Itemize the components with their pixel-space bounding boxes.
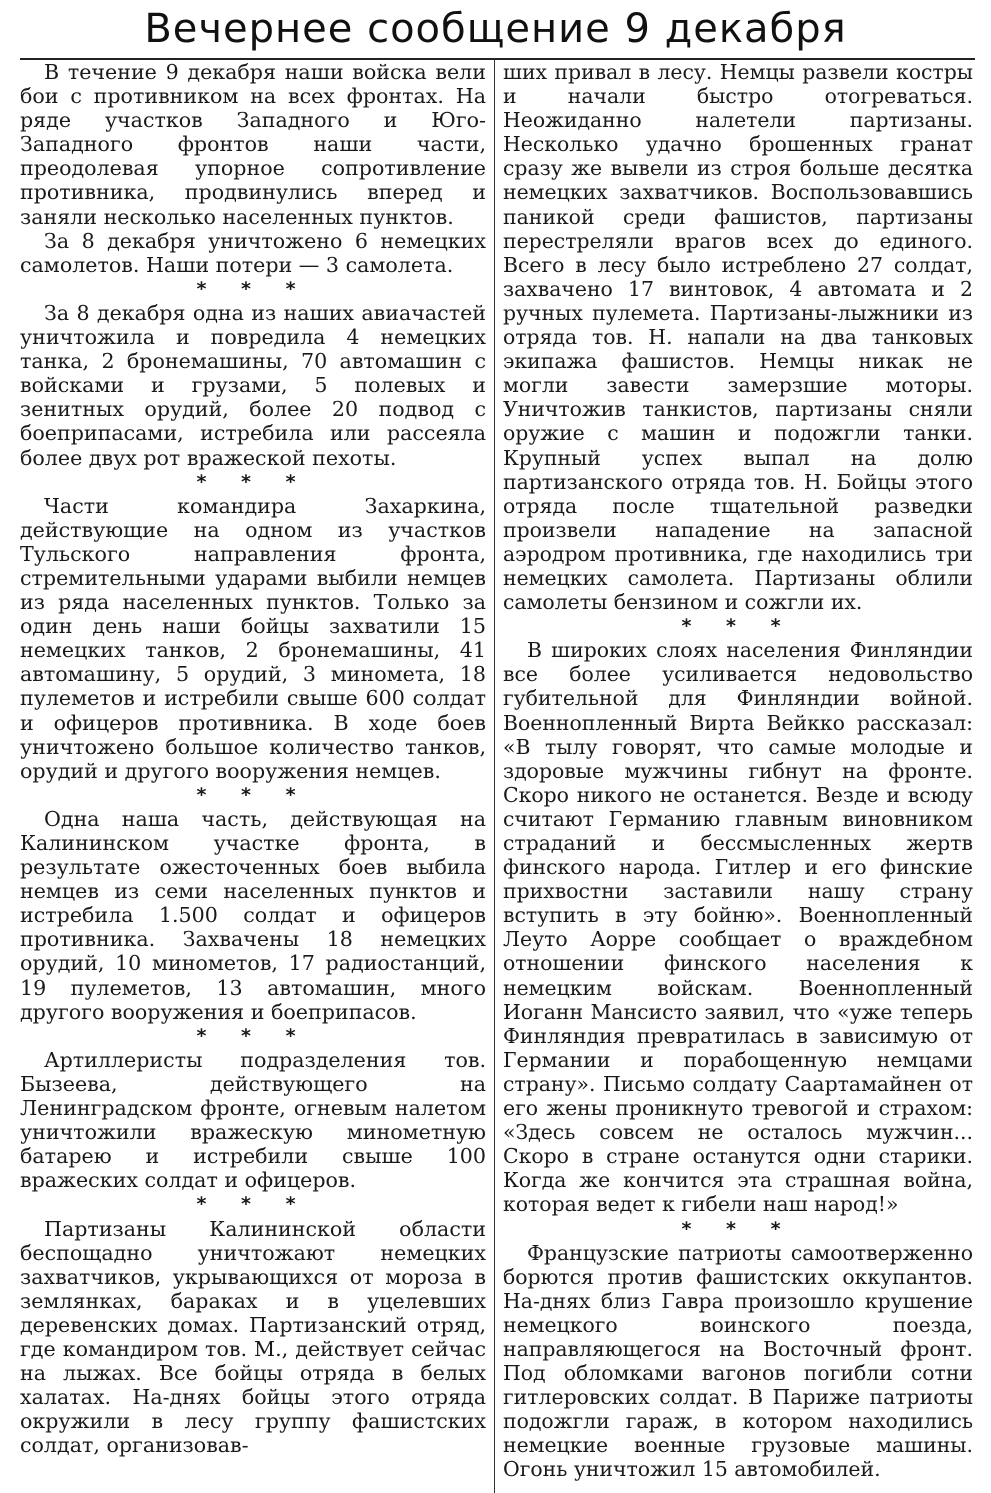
paragraph-zakharkin: Части командира Захаркина, действующие на одном из участков Тульского направления фронта, стремительными ударами выбили немцев из ряда населенных пунктов. Только за один день наши бойцы захватили 15 немецких танков, 2 бронемашины, 41 автомашину, 5 орудий, 3 миномета, 18 пулеметов и истребили свыше 600 солдат и офицеров противника. В ходе боев уничтожено большое количество танков, орудий и другого вооружения немцев. xyxy=(20,493,486,783)
paragraph-partisans: Партизаны Калининской области беспощадно уничтожают немецких захватчиков, укрывающихся от мороза в землянках, бараках и в уцелевших деревенских домах. Партизанский отряд, где командиром тов. М., действует сейчас на лыжах. Все бойцы отряда в белых халатах. На-днях бойцы этого отряда окружили в лесу группу фашистских солдат, организовав- xyxy=(20,1216,486,1458)
paragraph-aircraft-losses: За 8 декабря уничтожено 6 немецких самолетов. Наши потери — 3 самолета. xyxy=(20,228,486,277)
headline: Вечернее сообщение 9 декабря xyxy=(144,6,847,52)
separator-stars: * * * xyxy=(681,615,795,638)
separator-stars: * * * xyxy=(196,1193,310,1216)
left-column xyxy=(20,60,486,1457)
separator-stars: * * * xyxy=(681,1217,795,1240)
right-column xyxy=(503,60,973,1482)
column-divider xyxy=(494,58,495,1493)
paragraph-partisans-continued: ших привал в лесу. Немцы развели костры и начали быстро отогреваться. Неожиданно налетели партизаны. Несколько удачно брошенных гранат сразу же вывели из строя больше десятка немецких захватчиков. Воспользовавшись паникой среди фашистов, партизаны перестреляли врагов всех до единого. Всего в лесу было истреблено 27 солдат, захвачено 17 винтовок, 4 автомата и 2 ручных пулемета. Партизаны-лыжники из отряда тов. Н. напали на два танковых экипажа фашистов. Немцы никак не могли завести замерзшие моторы. Уничтожив танкистов, партизаны сняли оружие с машин и подожгли танки. Крупный успех выпал на долю партизанского отряда тов. Н. Бойцы этого отряда после тщательной разведки произвели нападение на запасной аэродром противника, где находились три немецких самолета. Партизаны облили самолеты бензином и сожгли их. xyxy=(503,60,973,615)
separator-stars: * * * xyxy=(196,783,310,806)
paragraph-artillery: Артиллеристы подразделения тов. Бызеева, действующего на Ленинградском фронте, огневым налетом уничтожили вражескую минометную батарею и истребили свыше 100 вражеских солдат и офицеров. xyxy=(20,1047,486,1193)
separator-stars: * * * xyxy=(196,470,310,493)
paragraph-kalinin-unit: Одна наша часть, действующая на Калининском участке фронта, в результате ожесточенных боев выбила немцев из семи населенных пунктов и истребила 1.500 солдат и офицеров противника. Захвачены 18 немецких орудий, 10 минометов, 17 радиостанций, 19 пулеметов, 13 автомашин, много другого вооружения и боеприпасов. xyxy=(20,806,486,1024)
paragraph-finland: В широких слоях населения Финляндии все более усиливается недовольство губительной для Финляндии войной. Военнопленный Вирта Вейкко рассказал: «В тылу говорят, что самые молодые и здоровые мужчины гибнут на фронте. Скоро никого не останется. Везде и всюду считают Германию главным виновником страданий и бессмысленных жертв финского народа. Гитлер и его финские прихвостни заставили нашу страну вступить в эту бойню». Военнопленный Леуто Аорре сообщает о враждебном отношении финского населения к немецким войскам. Военнопленный Иоганн Мансисто заявил, что «уже теперь Финляндия превратилась в зависимую от Германии и порабощенную немцами страну». Письмо солдату Саартамайнен от его жены проникнуто тревогой и страхом: «Здесь совсем не осталось мужчин... Скоро в стране останутся одни старики. Когда же кончится эта страшная война, которая ведет к гибели наш народ!» xyxy=(503,638,973,1217)
paragraph-air-unit: За 8 декабря одна из наших авиачастей уничтожила и повредила 4 немецких танка, 2 бронемашины, 70 автомашин с войсками и грузами, 5 полевых и зенитных орудий, более 20 подвод с боеприпасами, истребила или рассеяла более двух рот вражеской пехоты. xyxy=(20,300,486,470)
separator-stars: * * * xyxy=(196,277,310,300)
paragraph-french-patriots: Французские патриоты самоотверженно борются против фашистских оккупантов. На-днях близ Гавра произошло крушение немецкого воинского поезда, направляющегося на Восточный фронт. Под обломками вагонов погибли сотни гитлеровских солдат. В Париже патриоты подожгли гараж, в котором находились немецкие военные грузовые машины. Огонь уничтожил 15 автомобилей. xyxy=(503,1240,973,1482)
separator-stars: * * * xyxy=(196,1024,310,1047)
paragraph-front-summary: В течение 9 декабря наши войска вели бои с противником на всех фронтах. На ряде участков Западного и Юго-Западного фронтов наши части, преодолевая упорное сопротивление противника, продвинулись вперед и заняли несколько населенных пунктов. xyxy=(20,60,486,229)
